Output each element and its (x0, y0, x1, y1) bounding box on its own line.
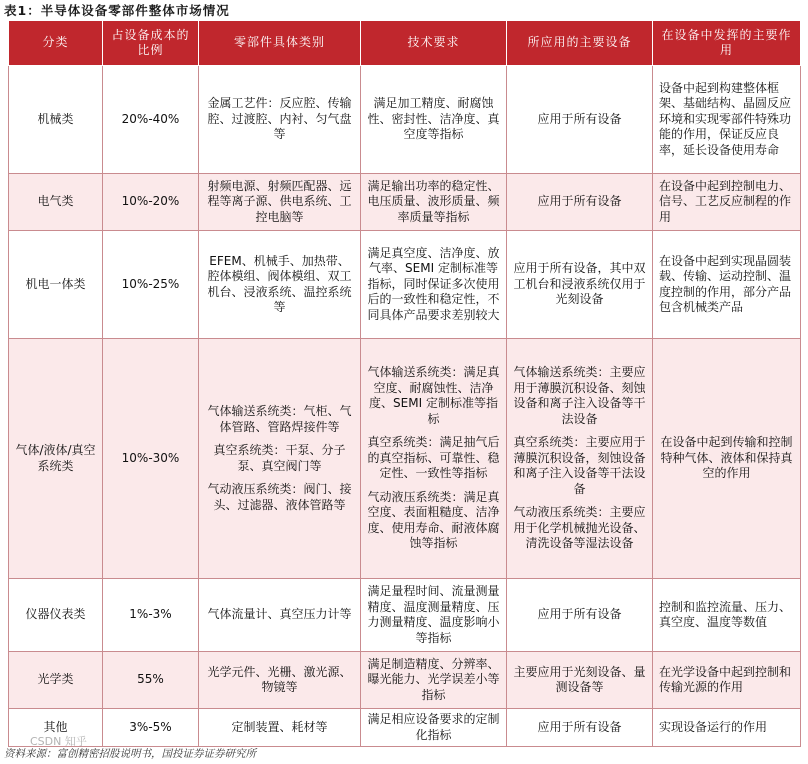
parts-gas-delivery: 气体输送系统类：气柜、气体管路、管路焊接件等 (207, 404, 352, 434)
req-gas-delivery: 气体输送系统类：满足真空度、耐腐蚀性、洁净度、SEMI 定制标准等指标 (367, 365, 500, 426)
cell-requirements: 满足相应设备要求的定制化指标 (361, 709, 507, 747)
table-row (9, 231, 801, 339)
cell-category: 机械类 (9, 66, 103, 174)
cell-role (653, 231, 801, 339)
cell-parts (199, 339, 361, 579)
cell-requirements: 满足加工精度、耐腐蚀性、密封性、洁净度、真空度等指标 (361, 66, 507, 174)
header-row (9, 21, 801, 66)
header-requirements: 技术要求 (361, 21, 507, 66)
cell-equipment: 应用于所有设备 (507, 709, 653, 747)
table-row (9, 579, 801, 652)
role-text: 设备中起到构建整体框架、基础结构、晶圆反应环境和实现零部件特殊功能的作用，保证反应良率，延长设备使用寿命 (659, 80, 792, 157)
cell-parts: 光学元件、光栅、激光源、物镜等 (199, 652, 361, 709)
header-category: 分类 (9, 21, 103, 66)
table-row (9, 339, 801, 579)
cell-requirements (361, 339, 507, 579)
cell-ratio: 3%-5% (103, 709, 199, 747)
cell-role (653, 579, 801, 652)
cell-requirements: 满足制造精度、分辨率、曝光能力、光学误差小等指标 (361, 652, 507, 709)
role-text: 在设备中起到控制电力、信号、工艺反应制程的作用 (659, 178, 792, 224)
equip-vacuum: 真空系统类：主要应用于薄膜沉积设备，刻蚀设备和离子注入设备等干法设备 (513, 435, 646, 496)
cell-category: 光学类 (9, 652, 103, 709)
cell-role (653, 709, 801, 747)
cell-equipment: 主要应用于光刻设备、量测设备等 (507, 652, 653, 709)
cell-equipment: 应用于所有设备 (507, 174, 653, 231)
parts-vacuum: 真空系统类：干泵、分子泵、真空阀门等 (213, 443, 346, 473)
cell-ratio: 1%-3% (103, 579, 199, 652)
header-parts: 零部件具体类别 (199, 21, 361, 66)
cell-ratio: 20%-40% (103, 66, 199, 174)
table-title: 表1：半导体设备零部件整体市场情况 (4, 3, 230, 18)
equip-pneumatic-hydraulic: 气动液压系统类：主要应用于化学机械抛光设备、清洗设备等湿法设备 (513, 505, 646, 551)
table-row (9, 709, 801, 747)
cell-category: 电气类 (9, 174, 103, 231)
cell-ratio: 10%-25% (103, 231, 199, 339)
role-text: 在设备中起到实现晶圆装载、传输、运动控制、温度控制的作用，部分产品包含机械类产品 (659, 253, 792, 314)
cell-equipment (507, 339, 653, 579)
cell-requirements: 满足输出功率的稳定性、电压质量、波形质量、频率质量等指标 (361, 174, 507, 231)
source-note: 资料来源：富创精密招股说明书，国投证券证券研究所 (4, 748, 256, 760)
table-row (9, 174, 801, 231)
cell-parts: 定制装置、耗材等 (199, 709, 361, 747)
cell-requirements: 满足量程时间、流量测量精度、温度测量精度、压力测量精度、温度影响小等指标 (361, 579, 507, 652)
role-text: 控制和监控流量、压力、真空度、温度等数值 (659, 599, 792, 629)
req-pneumatic-hydraulic: 气动液压系统类：满足真空度、表面粗糙度、洁净度、使用寿命、耐液体腐蚀等指标 (367, 489, 500, 551)
cell-parts: 射频电源、射频匹配器、远程等离子源、供电系统、工控电脑等 (199, 174, 361, 231)
header-role: 在设备中发挥的主要作用 (653, 21, 801, 66)
header-equipment: 所应用的主要设备 (507, 21, 653, 66)
cell-equipment: 应用于所有设备 (507, 66, 653, 174)
cell-requirements: 满足真空度、洁净度、放气率、SEMI 定制标准等指标，同时保证多次使用后的一致性和稳定性，不同具体产品要求差别较大 (361, 231, 507, 339)
cell-category: 其他 (9, 709, 103, 747)
header-ratio: 占设备成本的比例 (103, 21, 199, 66)
cell-ratio: 10%-20% (103, 174, 199, 231)
role-text: 实现设备运行的作用 (659, 719, 768, 734)
cell-ratio: 55% (103, 652, 199, 709)
cell-category: 机电一体类 (9, 231, 103, 339)
role-text: 在光学设备中起到控制和传输光源的作用 (659, 664, 792, 694)
table-row (9, 652, 801, 709)
cell-role (653, 652, 801, 709)
cell-category: 仪器仪表类 (9, 579, 103, 652)
cell-category: 气体/液体/真空系统类 (9, 339, 103, 579)
parts-pneumatic-hydraulic: 气动液压系统类：阀门、接头、过滤器、液体管路等 (207, 482, 352, 512)
cell-parts: EFEM、机械手、加热带、腔体模组、阀体模组、双工机台、浸液系统、温控系统等 (199, 231, 361, 339)
cell-role: 在设备中起到传输和控制特种气体、液体和保持真空的作用 (653, 339, 801, 579)
cell-role (653, 174, 801, 231)
cell-equipment: 应用于所有设备 (507, 579, 653, 652)
parts-market-table (8, 20, 801, 747)
cell-parts: 气体流量计、真空压力计等 (199, 579, 361, 652)
req-vacuum: 真空系统类：满足抽气后的真空指标、可靠性、稳定性、一致性等指标 (367, 435, 500, 481)
watermark: CSDN 知乎 (30, 735, 87, 748)
equip-gas-delivery: 气体输送系统类：主要应用于薄膜沉积设备、刻蚀设备和离子注入设备等干法设备 (513, 365, 646, 426)
table-row (9, 66, 801, 174)
cell-parts: 金属工艺件：反应腔、传输腔、过渡腔、内衬、匀气盘等 (199, 66, 361, 174)
cell-ratio: 10%-30% (103, 339, 199, 579)
cell-role (653, 66, 801, 174)
cell-equipment: 应用于所有设备，其中双工机台和浸液系统仅用于光刻设备 (507, 231, 653, 339)
